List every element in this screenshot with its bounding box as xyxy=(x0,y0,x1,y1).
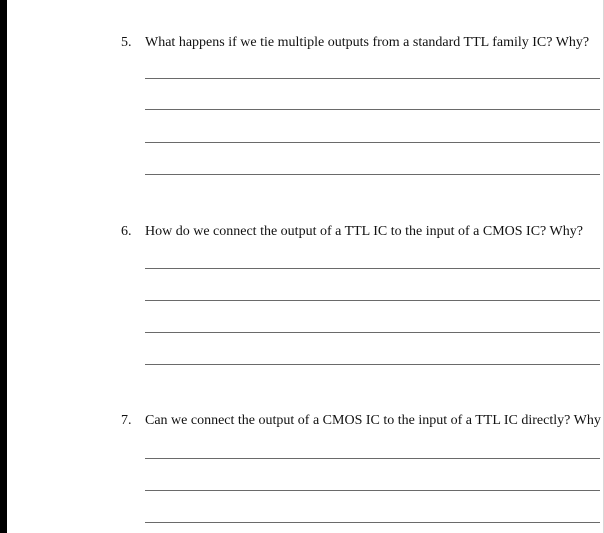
question-text: How do we connect the output of a TTL IC to the input of a CMOS IC? Why? xyxy=(145,224,583,239)
question-text: What happens if we tie multiple outputs from a standard TTL family IC? Why? xyxy=(145,35,590,50)
answer-line[interactable] xyxy=(145,174,600,175)
question-6 xyxy=(121,224,583,240)
page-left-border xyxy=(0,0,7,533)
answer-line[interactable] xyxy=(145,522,600,523)
question-7 xyxy=(121,413,601,429)
answer-line[interactable] xyxy=(145,268,600,269)
answer-line[interactable] xyxy=(145,109,600,110)
question-number: 5. xyxy=(121,35,132,50)
question-text: Can we connect the output of a CMOS IC to the input of a TTL IC directly? Why xyxy=(145,413,601,428)
question-number: 6. xyxy=(121,224,132,239)
question-number: 7. xyxy=(121,413,132,428)
answer-line[interactable] xyxy=(145,142,600,143)
answer-line[interactable] xyxy=(145,490,600,491)
answer-line[interactable] xyxy=(145,300,600,301)
answer-line[interactable] xyxy=(145,364,600,365)
answer-line[interactable] xyxy=(145,458,600,459)
question-5 xyxy=(121,35,589,51)
answer-line[interactable] xyxy=(145,332,600,333)
answer-line[interactable] xyxy=(145,78,600,79)
